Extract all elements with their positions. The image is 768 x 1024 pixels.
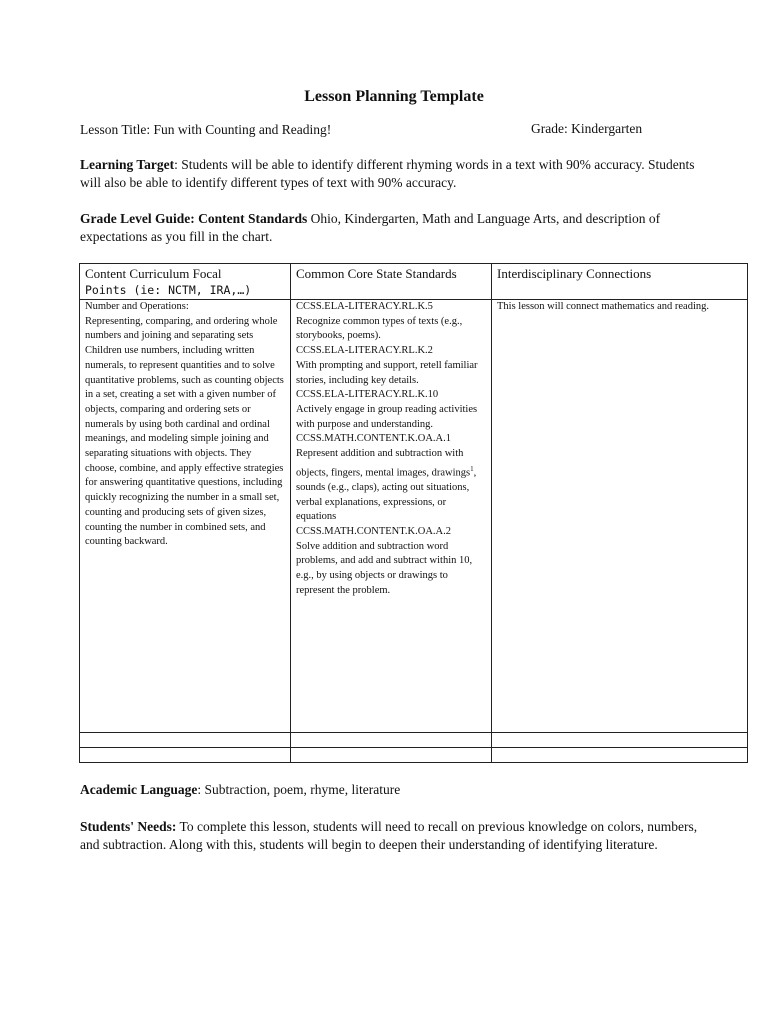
header-focal-points-line1: Content Curriculum Focal bbox=[85, 266, 222, 281]
standard-code: CCSS.MATH.CONTENT.K.OA.A.1 bbox=[296, 433, 451, 445]
lesson-title: Lesson Title: Fun with Counting and Reading! bbox=[80, 122, 332, 137]
students-needs-text: To complete this lesson, students will need to recall on previous knowledge on colors, numbers, and subtraction. Along with this, students will begin to deepen their understanding of identifying literature. bbox=[80, 819, 698, 852]
standard-code: CCSS.ELA-LITERACY.RL.K.10 bbox=[296, 389, 439, 401]
standard-description-part: Represent addition and subtraction with objects, fingers, mental images, drawings bbox=[296, 448, 471, 479]
grade-level-guide-text: Ohio, Kindergarten, Math and Language Arts, and description of expectations as you fill in the chart. bbox=[80, 211, 661, 244]
standard-code: CCSS.ELA-LITERACY.RL.K.2 bbox=[296, 345, 433, 357]
page-title: Lesson Planning Template bbox=[304, 88, 484, 105]
table-empty-row bbox=[80, 748, 748, 763]
empty-cell bbox=[492, 733, 748, 748]
focal-points-text: Number and Operations: Representing, comparing, and ordering whole numbers and joining and separating sets Children use numbers, including written numerals, to represent quantities and to solve quantitative problems, such as counting objects in a set, creating a set with a given number of objects, comparing and ordering sets or numerals by using both cardinal and ordinal meanings, and modeling simple joining and separating situations with objects. They choose, combine, and apply effective strategies for answering quantitative questions, including quickly recognizing the number in a small set, counting and producing sets of given sizes, counting the number in combined sets, and counting backward. bbox=[85, 301, 284, 548]
academic-language-text: : Subtraction, poem, rhyme, literature bbox=[197, 782, 401, 797]
students-needs-paragraph bbox=[80, 818, 700, 854]
standard-description bbox=[296, 447, 486, 525]
table-body-row bbox=[80, 300, 748, 733]
learning-target-text: : Students will be able to identify different rhyming words in a text with 90% accuracy. Students will also be able to identify different types of text with 90% accuracy. bbox=[80, 157, 695, 190]
header-interdisciplinary bbox=[492, 264, 748, 300]
empty-cell bbox=[80, 748, 291, 763]
table-empty-row bbox=[80, 733, 748, 748]
students-needs-label: Students' Needs: bbox=[80, 819, 177, 834]
standard-description: With prompting and support, retell familiar stories, including key details. bbox=[296, 359, 478, 386]
empty-cell bbox=[291, 748, 492, 763]
interdisciplinary-cell bbox=[492, 300, 748, 733]
standards-cell bbox=[291, 300, 492, 733]
empty-cell bbox=[291, 733, 492, 748]
standard-description-part: , sounds (e.g., claps), acting out situations, verbal explanations, expressions, or equations bbox=[296, 467, 477, 523]
standards-table bbox=[79, 263, 748, 763]
academic-language-paragraph bbox=[80, 781, 700, 799]
grade-label: Grade: Kindergarten bbox=[531, 121, 643, 136]
footnote-marker: 1 bbox=[470, 464, 474, 473]
standard-code: CCSS.ELA-LITERACY.RL.K.5 bbox=[296, 301, 433, 312]
interdisciplinary-text: This lesson will connect mathematics and reading. bbox=[497, 301, 709, 312]
standard-description: Solve addition and subtraction word problems, and add and subtract within 10, e.g., by using objects or drawings to represent the problem. bbox=[296, 540, 473, 596]
header-common-core bbox=[291, 264, 492, 300]
header-interdisciplinary-label: Interdisciplinary Connections bbox=[497, 266, 652, 281]
focal-points-cell bbox=[80, 300, 291, 733]
grade-level-guide-paragraph bbox=[80, 210, 700, 246]
learning-target-paragraph bbox=[80, 156, 700, 192]
header-common-core-label: Common Core State Standards bbox=[296, 266, 457, 281]
empty-cell bbox=[80, 733, 291, 748]
standard-description: Actively engage in group reading activities with purpose and understanding. bbox=[296, 403, 478, 430]
standard-description: Recognize common types of texts (e.g., storybooks, poems). bbox=[296, 315, 463, 342]
academic-language-label: Academic Language bbox=[80, 782, 198, 797]
header-focal-points-line2: Points (ie: NCTM, IRA,…) bbox=[85, 283, 252, 297]
table-header-row bbox=[80, 264, 748, 300]
header-focal-points bbox=[80, 264, 291, 300]
learning-target-label: Learning Target bbox=[80, 157, 175, 172]
empty-cell bbox=[492, 748, 748, 763]
standard-code: CCSS.MATH.CONTENT.K.OA.A.2 bbox=[296, 526, 451, 538]
grade-level-guide-label: Grade Level Guide: Content Standards bbox=[80, 211, 308, 226]
